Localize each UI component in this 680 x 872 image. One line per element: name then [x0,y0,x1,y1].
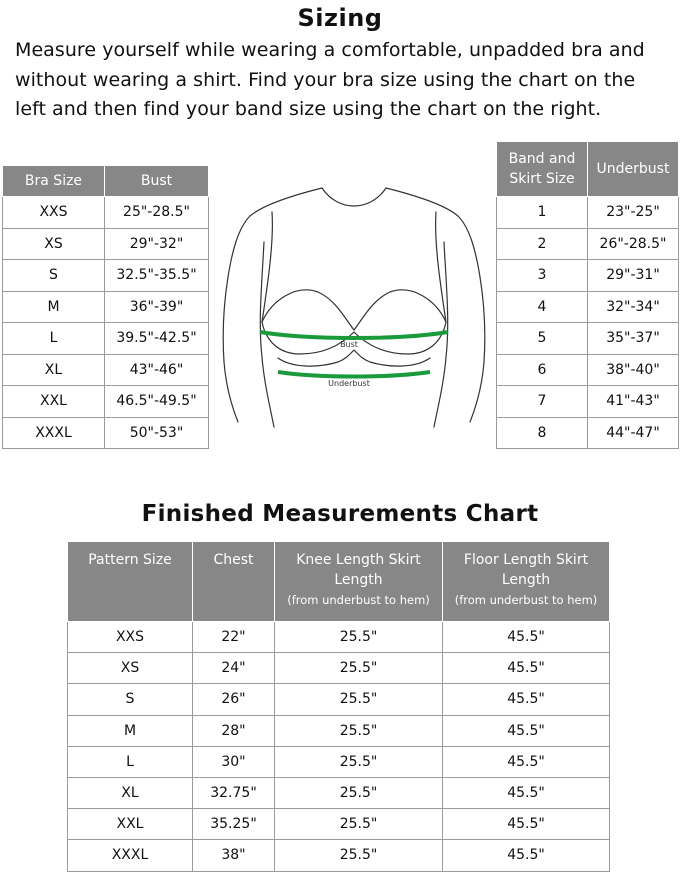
band-size-cell: 8 [497,417,588,449]
column-header [68,542,193,622]
table-row [3,323,209,355]
column-header: Bra Size [3,166,105,197]
knee-length-cell: 25.5" [275,622,443,653]
underbust-label: Underbust [328,379,370,388]
bust-tape [260,332,448,338]
table-row [3,228,209,260]
pattern-size-cell: S [68,684,193,715]
table-header-row [497,142,679,197]
table-row [497,417,679,449]
underbust-cell: 38"-40" [588,354,679,386]
table-header-row [3,166,209,197]
table-row [68,809,610,840]
underbust-cell: 35"-37" [588,323,679,355]
chest-cell: 38" [193,840,275,871]
bra-size-cell: XXS [3,197,105,229]
page-title: Sizing [297,4,383,32]
pattern-size-cell: XXS [68,622,193,653]
floor-length-cell: 45.5" [443,840,610,871]
column-header: Bust [105,166,209,197]
header-main: Floor Length Skirt Length [463,552,589,588]
header-main: Chest [213,552,254,568]
column-header: Band and Skirt Size [497,142,588,197]
band-size-cell: 6 [497,354,588,386]
column-header: Underbust [588,142,679,197]
bra-size-cell: XS [3,228,105,260]
intro-text: Measure yourself while wearing a comfortable, unpadded bra and without wearing a shirt. Find your bra size using the chart on the left and then find your band size using the chart on the right. [15,39,645,120]
bust-cell: 46.5"-49.5" [105,386,209,418]
table-row [68,840,610,871]
chest-cell: 35.25" [193,809,275,840]
table-row [68,622,610,653]
pattern-size-cell: L [68,746,193,777]
table-row [497,291,679,323]
header-sub: (from underbust to hem) [454,593,598,607]
header-main: Knee Length Skirt Length [296,552,421,588]
band-size-cell: 5 [497,323,588,355]
table-row [3,197,209,229]
band-size-table [496,141,679,449]
floor-length-cell: 45.5" [443,809,610,840]
chest-cell: 24" [193,653,275,684]
floor-length-cell: 45.5" [443,777,610,808]
bust-cell: 29"-32" [105,228,209,260]
pattern-size-cell: XL [68,777,193,808]
header-sub: (from underbust to hem) [287,593,430,607]
table-row [68,746,610,777]
table-row [3,260,209,292]
knee-length-cell: 25.5" [275,746,443,777]
bust-cell: 25"-28.5" [105,197,209,229]
floor-length-cell: 45.5" [443,622,610,653]
table-row [497,260,679,292]
chest-cell: 32.75" [193,777,275,808]
bra-size-cell: XL [3,354,105,386]
table-row [497,323,679,355]
bust-cell: 39.5"-42.5" [105,323,209,355]
table-row [3,386,209,418]
table-row [497,197,679,229]
finished-chart-title: Finished Measurements Chart [141,501,539,527]
table-row [497,386,679,418]
pattern-size-cell: M [68,715,193,746]
knee-length-cell: 25.5" [275,684,443,715]
bra-size-cell: XXL [3,386,105,418]
band-size-cell: 4 [497,291,588,323]
band-size-cell: 2 [497,228,588,260]
chest-cell: 26" [193,684,275,715]
underbust-tape [278,372,430,377]
band-size-cell: 7 [497,386,588,418]
band-size-cell: 1 [497,197,588,229]
table-row [497,228,679,260]
bra-size-table [2,165,209,449]
underbust-cell: 41"-43" [588,386,679,418]
floor-length-cell: 45.5" [443,715,610,746]
knee-length-cell: 25.5" [275,715,443,746]
pattern-size-cell: XXL [68,809,193,840]
header-main: Pattern Size [88,552,172,568]
pattern-size-cell: XS [68,653,193,684]
bust-cell: 32.5"-35.5" [105,260,209,292]
underbust-cell: 32"-34" [588,291,679,323]
table-header-row [68,542,610,622]
underbust-cell: 44"-47" [588,417,679,449]
bust-label: Bust [340,340,358,349]
table-row [68,715,610,746]
band-size-cell: 3 [497,260,588,292]
knee-length-cell: 25.5" [275,777,443,808]
bra-size-cell: S [3,260,105,292]
table-row [68,684,610,715]
table-row [497,354,679,386]
column-header [443,542,610,622]
bust-cell: 50"-53" [105,417,209,449]
chest-cell: 28" [193,715,275,746]
underbust-cell: 26"-28.5" [588,228,679,260]
table-row [3,354,209,386]
bust-cell: 43"-46" [105,354,209,386]
underbust-cell: 23"-25" [588,197,679,229]
torso-illustration [218,182,490,452]
floor-length-cell: 45.5" [443,653,610,684]
bust-cell: 36"-39" [105,291,209,323]
table-row [3,291,209,323]
chest-cell: 22" [193,622,275,653]
knee-length-cell: 25.5" [275,840,443,871]
bra-size-cell: M [3,291,105,323]
pattern-size-cell: XXXL [68,840,193,871]
bra-size-cell: XXXL [3,417,105,449]
table-row [68,777,610,808]
knee-length-cell: 25.5" [275,653,443,684]
floor-length-cell: 45.5" [443,746,610,777]
column-header [275,542,443,622]
column-header [193,542,275,622]
chest-cell: 30" [193,746,275,777]
floor-length-cell: 45.5" [443,684,610,715]
table-row [3,417,209,449]
finished-measurements-table [67,541,610,872]
bra-size-cell: L [3,323,105,355]
table-row [68,653,610,684]
knee-length-cell: 25.5" [275,809,443,840]
underbust-cell: 29"-31" [588,260,679,292]
